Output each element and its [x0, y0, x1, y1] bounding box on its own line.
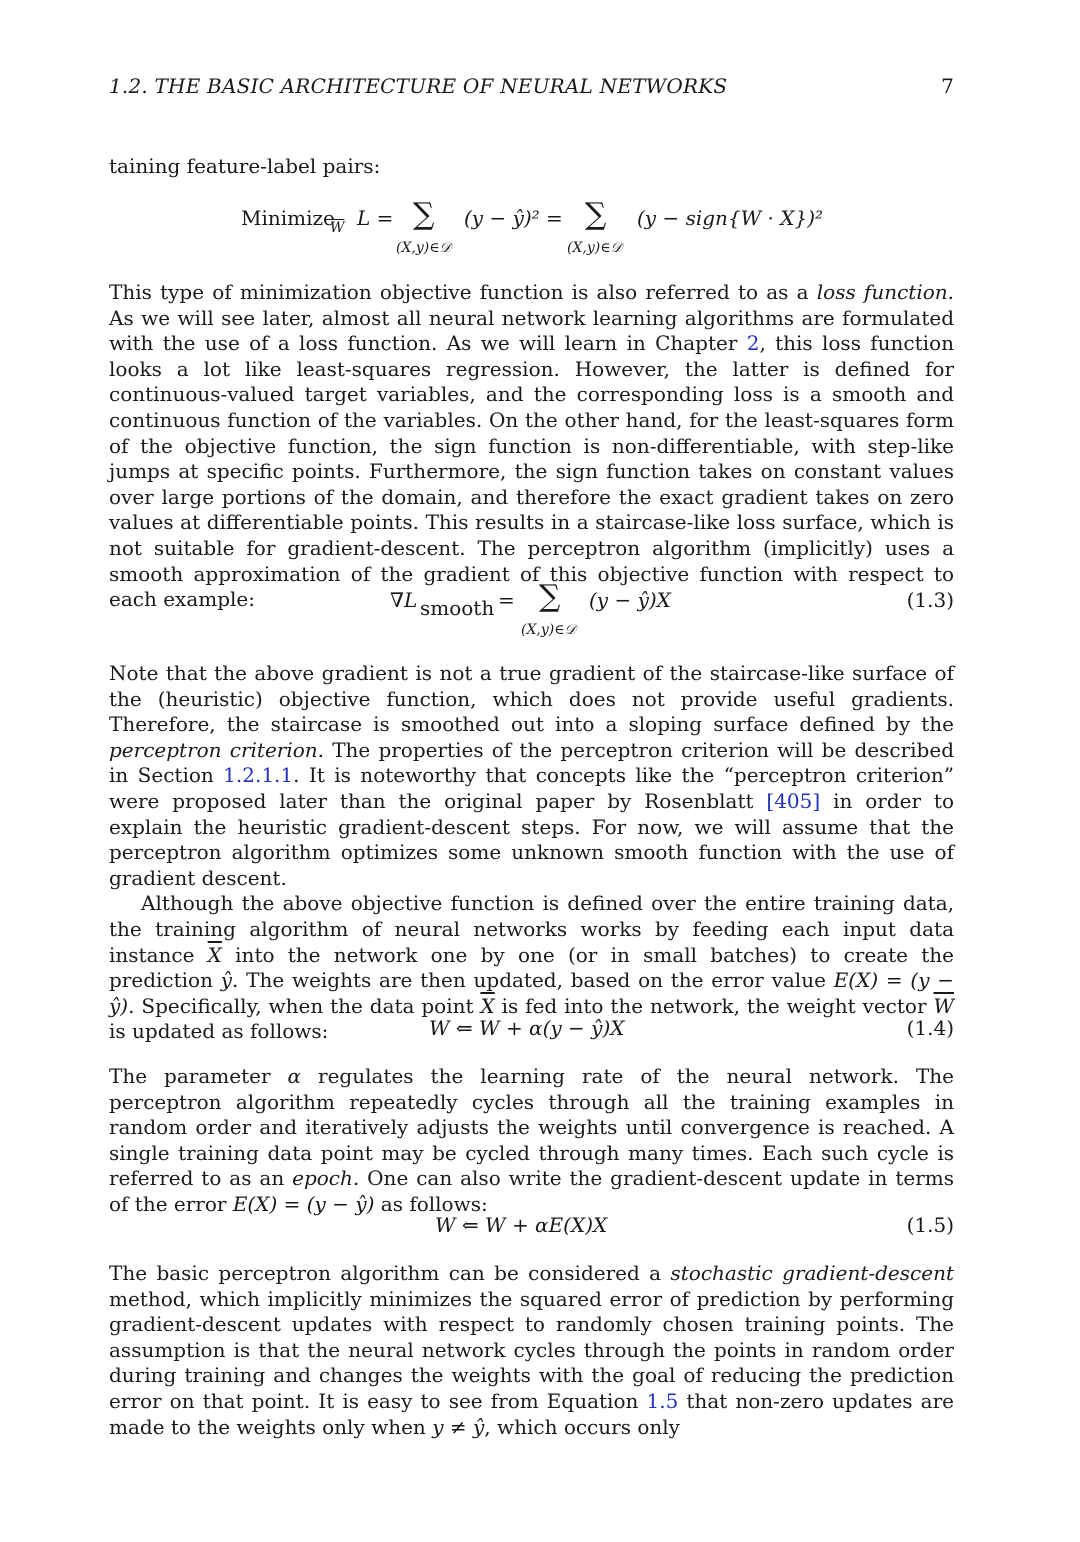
eq13-lhs-sub: smooth — [420, 596, 495, 620]
page-number: 7 — [941, 74, 954, 98]
sum-symbol-3: ∑ — [539, 579, 561, 614]
equation-1-4 — [109, 1016, 954, 1046]
p3-math-yhat: ŷ — [220, 968, 233, 993]
p3-math-w: $\overline{W}$ — [933, 993, 954, 1018]
p3-text-4: . Specifically, when the data point — [128, 993, 481, 1018]
p4-text-4: as follows: — [374, 1191, 488, 1216]
equation-1-5 — [109, 1213, 954, 1243]
paragraph-4 — [109, 1064, 954, 1218]
p4-math-alpha: α — [287, 1064, 302, 1088]
p4-text-1: The parameter — [109, 1064, 288, 1088]
ref-equation-link[interactable]: 1.5 — [646, 1388, 679, 1413]
eq13-lhs: ∇L — [390, 588, 418, 612]
p2-text-4: in order to explain the heuristic gradient-descent steps. For now, we will assume that the perceptron algorithm optimizes some unknown smooth function with the use of gradient descent. — [109, 788, 954, 890]
p4-math-error: E(X) = (y − ŷ) — [232, 1191, 375, 1216]
p2-text-1: Note that the above gradient is not a true gradient of the staircase-like surface of the (heuristic) objective function, which does not provide useful gradients. Therefore, the staircase is smoothed out into a sloping surface defined by the — [109, 661, 954, 737]
p3-text-6: is updated as follows: — [109, 1019, 329, 1044]
p3-text-1: Although the above objective function is defined over the entire training data, the training algorithm of neural networks works by feeding each input data instance — [109, 891, 954, 967]
ref-chapter-2-link[interactable]: 2 — [746, 331, 760, 356]
eq13-rhs: (y − ŷ)X — [589, 588, 671, 612]
p1-text-1: This type of minimization objective function is also referred to as a — [109, 280, 817, 304]
paragraph-5 — [109, 1261, 954, 1440]
sum-sub-2: (X,y)∈𝒟 — [567, 240, 622, 256]
p4-text-2: regulates the learning rate of the neural network. The perceptron algorithm repeatedly cycles through all the training examples in random order and iteratively adjusts the weights until convergence is reached. A single training data point may be cycled through many times. Each such cycle is referred to as an — [109, 1064, 954, 1191]
eq-minimize-word: Minimize — [241, 206, 335, 230]
intro-text: taining feature-label pairs: — [109, 154, 381, 178]
eq-term1: (y − ŷ)² = — [464, 206, 563, 230]
p1-text-3: , this loss function looks a lot like least-squares regression. However, the latter is defined for continuous-valued target variables, and the corresponding loss is a smooth and continuous function of the variables. On the other hand, for the least-squares form of the objective function, the sign function is non-differentiable, with step-like jumps at specific points. Furthermore, the sign function takes on constant values over large portions of the domain, and therefore the exact gradient takes on zero values at differentiable points. This results in a staircase-like loss surface, which is not suitable for gradient-descent. The perceptron algorithm (implicitly) uses a smooth approximation of the gradient of this objective function with respect to each example: — [109, 331, 954, 612]
p3-math-x-2: $\overline{X}$ — [480, 993, 495, 1018]
p3-text-3: . The weights are then updated, based on the error value — [232, 968, 834, 993]
eq15-number: (1.5) — [906, 1213, 954, 1237]
eq-term2: (y − sign{W · X})² — [637, 206, 824, 230]
sum-sub-1: (X,y)∈𝒟 — [396, 240, 451, 256]
p2-text-3: . It is noteworthy that concepts like the “perceptron criterion” were proposed later than the original paper by Rosenblatt — [109, 763, 954, 813]
p3-math-x: $\overline{X}$ — [207, 942, 222, 967]
sum-symbol-1: ∑ — [413, 197, 435, 232]
p4-emph-epoch: epoch. — [292, 1166, 360, 1191]
p1-text-2: As we will see later, almost all neural network learning algorithms are formulated with the use of a loss function. As we will learn in Chapter — [109, 305, 954, 356]
equation-minimize — [109, 196, 954, 260]
eq14-number: (1.4) — [906, 1016, 954, 1040]
header-title: 1.2. THE BASIC ARCHITECTURE OF NEURAL NETWORKS — [109, 74, 728, 98]
p5-text-1: The basic perceptron algorithm can be considered a — [109, 1261, 671, 1285]
eq-lhs: L = — [357, 206, 394, 230]
running-header — [109, 74, 954, 102]
eq13-number: (1.3) — [906, 588, 954, 612]
eq14-expr: W ⇐ W + α(y − ŷ)X — [429, 1016, 625, 1040]
p5-text-3: that non-zero updates are made to the weights only when — [109, 1388, 954, 1439]
paragraph-1 — [109, 280, 954, 613]
intro-line — [109, 154, 954, 180]
eq13-eqsign: = — [498, 588, 515, 612]
p5-math-condition: y ≠ ŷ — [432, 1414, 485, 1439]
p3-math-error: E(X) = (y − ŷ) — [109, 968, 955, 1018]
sum-sub-3: (X,y)∈𝒟 — [521, 622, 576, 638]
sum-symbol-2: ∑ — [585, 197, 607, 232]
p2-text-2: The properties of the perceptron criterion will be described in Section — [109, 737, 954, 788]
p1-emph-loss-function: loss function. — [816, 280, 954, 304]
ref-citation-link[interactable]: [405] — [766, 788, 821, 813]
p5-text-4: , which occurs only — [484, 1414, 680, 1439]
p5-text-2: method, which implicitly minimizes the squared error of prediction by performing gradient-descent updates with respect to randomly chosen training points. The assumption is that the neural network cycles through the points in random order during training and changes the weights with the goal of reducing the prediction error on that point. It is easy to see from Equation — [109, 1286, 954, 1413]
p3-text-2: into the network one by one (or in small batches) to create the prediction — [109, 942, 954, 993]
p4-text-3: One can also write the gradient-descent update in terms of the error — [109, 1166, 954, 1216]
p5-emph-sgd: stochastic gradient-descent — [670, 1261, 954, 1285]
ref-section-link[interactable]: 1.2.1.1 — [223, 763, 294, 788]
p2-emph-perceptron-criterion: perceptron criterion. — [109, 737, 325, 762]
equation-1-3 — [109, 580, 954, 640]
p3-text-5: is fed into the network, the weight vector — [494, 993, 934, 1018]
eq15-expr: W ⇐ W + αE(X)X — [435, 1213, 608, 1237]
eq-minimize-sub: $\overline{W}$ — [330, 220, 345, 236]
paragraph-2 — [109, 661, 954, 1045]
